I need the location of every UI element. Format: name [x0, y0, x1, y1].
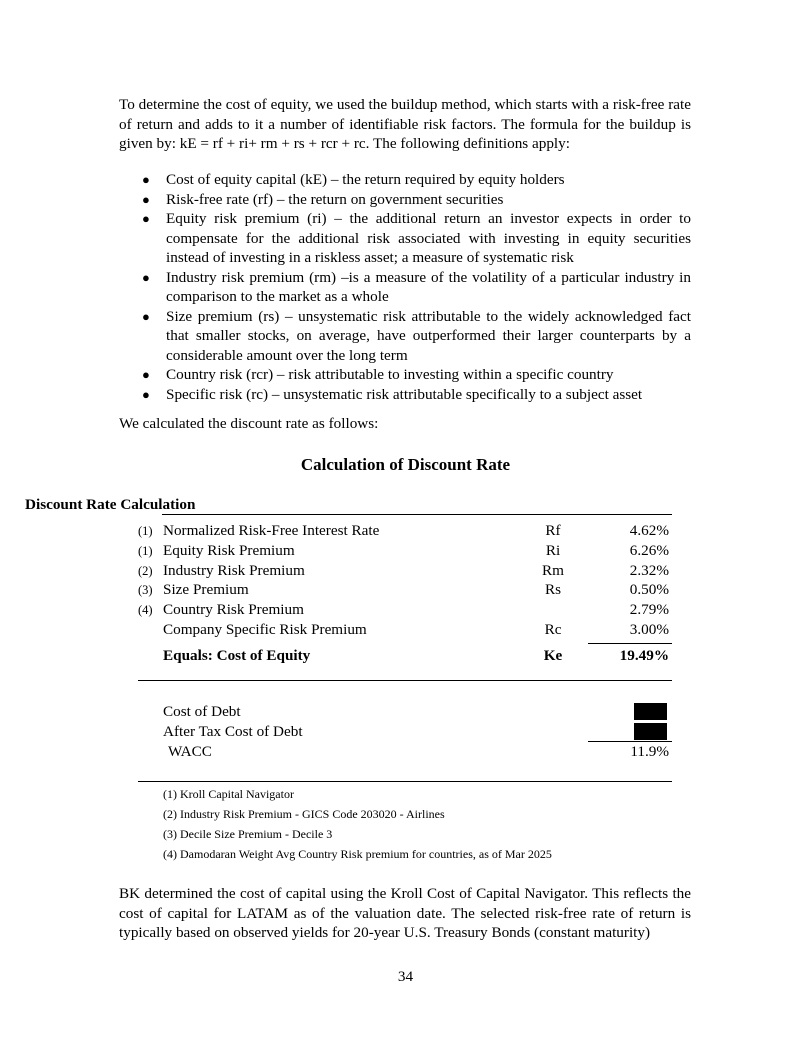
list-item [119, 170, 691, 190]
row-value: 4.62% [629, 522, 669, 539]
subtotal-rule [588, 643, 672, 644]
source-note: (3) Decile Size Premium - Decile 3 [163, 827, 333, 841]
row-value: 2.79% [629, 601, 669, 618]
footnote-ref: (3) [138, 583, 153, 597]
row-label: Country Risk Premium [163, 601, 304, 618]
list-item [119, 190, 691, 210]
total-row [138, 646, 672, 666]
table-row [138, 580, 672, 600]
row-value: 6.26% [629, 542, 669, 559]
list-item [119, 209, 691, 268]
table-row [138, 561, 672, 581]
total-label: Equals: Cost of Equity [163, 647, 311, 664]
intro-paragraph: To determine the cost of equity, we used the buildup method, which starts with a risk-free rate of return and adds to it a number of identifiable risk factors. The formula for the buildup is given by: kE = rf + ri+ rm + rs + rcr + rc. The following definitions apply: [119, 96, 691, 152]
footnote-ref: (4) [138, 603, 153, 617]
definition-text: Specific risk (rc) – unsystematic risk attributable specifically to a subject asset [166, 385, 643, 403]
wacc-value: 11.9% [630, 743, 669, 760]
source-note: (2) Industry Risk Premium - GICS Code 203020 - Airlines [163, 807, 445, 821]
page-number: 34 [397, 968, 414, 985]
row-symbol: Ri [545, 542, 561, 559]
bullet-icon: ● [142, 308, 150, 324]
list-item [119, 307, 691, 366]
footnote-ref: (1) [138, 544, 153, 558]
table-bottom-rule [138, 781, 672, 782]
row-label: Cost of Debt [163, 703, 241, 720]
row-label: Company Specific Risk Premium [163, 621, 367, 638]
row-label: Industry Risk Premium [163, 562, 305, 579]
row-symbol: Rc [544, 621, 562, 638]
table-row [138, 521, 672, 541]
row-symbol: Rf [545, 522, 561, 539]
row-value: 3.00% [629, 621, 669, 638]
footnote-ref: (1) [138, 524, 153, 538]
bullet-icon: ● [142, 211, 150, 226]
bullet-icon: ● [142, 367, 150, 382]
bullet-icon: ● [142, 269, 150, 285]
wacc-label: WACC [168, 743, 212, 760]
definition-text: Cost of equity capital (kE) – the return required by equity holders [166, 171, 565, 188]
table-row [138, 702, 672, 722]
definition-text: Equity risk premium (ri) – the additional return an investor expects in order to compensate for the additional risk associated with investing in equity securities instead of investing in a riskless asset; a measure of systematic risk [166, 210, 691, 266]
redaction-block [634, 703, 667, 720]
footnote-ref: (2) [138, 564, 153, 578]
row-label: Equity Risk Premium [163, 542, 295, 559]
list-item [119, 365, 691, 385]
calc-intro-paragraph: We calculated the discount rate as follows: [119, 415, 379, 432]
row-value: 2.32% [629, 562, 669, 579]
list-item [119, 268, 691, 307]
table-row [138, 541, 672, 561]
bullet-icon: ● [142, 191, 150, 207]
list-item [119, 385, 691, 405]
source-note: (1) Kroll Capital Navigator [163, 787, 294, 801]
total-symbol: Ke [543, 647, 563, 664]
table-title: Calculation of Discount Rate [300, 455, 511, 474]
table-row [138, 600, 672, 620]
redaction-block [634, 723, 667, 740]
bullet-icon: ● [142, 172, 150, 187]
header-rule [162, 514, 672, 515]
row-value: 0.50% [629, 581, 669, 598]
row-label: Normalized Risk-Free Interest Rate [163, 522, 380, 539]
wacc-row [138, 742, 672, 762]
definition-text: Country risk (rcr) – risk attributable to investing within a specific country [166, 366, 614, 383]
definitions-list [119, 170, 691, 404]
row-label: Size Premium [163, 581, 249, 598]
definition-text: Risk-free rate (rf) – the return on government securities [166, 190, 504, 208]
table-header: Discount Rate Calculation [25, 496, 196, 513]
definition-text: Industry risk premium (rm) –is a measure of the volatility of a particular industry in comparison to the market as a whole [166, 268, 691, 305]
table-row [138, 722, 672, 742]
total-value: 19.49% [619, 647, 669, 664]
source-note: (4) Damodaran Weight Avg Country Risk premium for countries, as of Mar 2025 [163, 847, 552, 861]
bullet-icon: ● [142, 386, 150, 402]
table-row [138, 620, 672, 640]
row-label: After Tax Cost of Debt [163, 723, 303, 740]
row-symbol: Rm [542, 562, 564, 579]
row-symbol: Rs [544, 581, 562, 598]
closing-paragraph: BK determined the cost of capital using the Kroll Cost of Capital Navigator. This reflects the cost of capital for LATAM as of the valuation date. The selected risk-free rate of return is typically based on observed yields for 20-year U.S. Treasury Bonds (constant maturity) [119, 885, 691, 941]
definition-text: Size premium (rs) – unsystematic risk attributable to the widely acknowledged fact that smaller stocks, on average, have outperformed their larger counterparts by a considerable amount over the long term [166, 307, 691, 364]
section-rule [138, 680, 672, 681]
